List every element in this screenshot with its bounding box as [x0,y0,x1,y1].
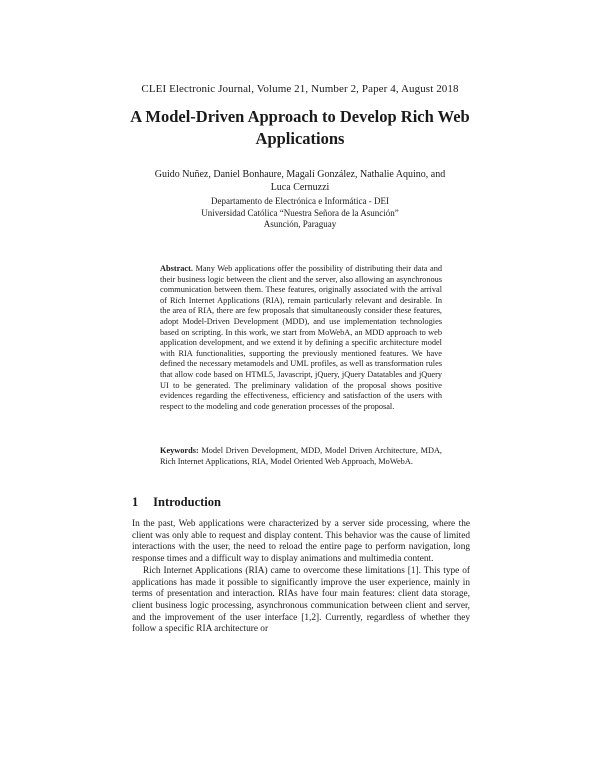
paragraph: Rich Internet Applications (RIA) came to overcome these limitations [1]. This type of applications has made it possible to significantly improve the user experience, mainly in terms of presentation and interaction. RIAs have four main features: client data storage, client business logic processing, asynchronous communication between client and server, and the improvement of the user interface [1,2]. Currently, regardless of whether they follow a specific RIA architecture or [132,565,470,635]
section-number: 1 [132,495,139,509]
section-title: Introduction [153,495,221,509]
paper-title: A Model-Driven Approach to Develop Rich Web Applications [130,107,470,148]
abstract [160,264,442,412]
abstract-label: Abstract. [160,264,193,273]
affiliation-department: Departamento de Electrónica e Informática - DEI [211,196,389,206]
section-heading [132,495,472,510]
keywords-label: Keywords: [160,446,199,455]
section-body [132,519,470,636]
affiliation-location: Asunción, Paraguay [263,219,337,229]
author-list: Guido Nuñez, Daniel Bonhaure, Magalí González, Nathalie Aquino, and Luca Cernuzzi [154,169,446,193]
journal-header: CLEI Electronic Journal, Volume 21, Number 2, Paper 4, August 2018 [141,83,459,95]
abstract-text: Many Web applications offer the possibility of distributing their data and their business logic between the client and the server, also allowing an asynchronous communication between them. These features, originally associated with the arrival of Rich Internet Applications (RIA), remain particularly relevant and desirable. In the area of RIA, there are few proposals that simultaneously consider these features, adopt Model-Driven Development (MDD), and use implementation technologies based on scripting. In this work, we start from MoWebA, an MDD approach to web application development, and we extend it by defining a specific architecture model with RIA functionalities, supporting the previously mentioned features. We have defined the necessary metamodels and UML profiles, as well as transformation rules that allow code based on HTML5, Javascript, jQuery, jQuery Datatables and jQuery UI to be generated. The preliminary validation of the proposal shows positive evidences regarding the effectiveness, efficiency and satisfaction of the users with respect to the modeling and code generation processes of the proposal. [160,264,442,411]
affiliation-university: Universidad Católica “Nuestra Señora de la Asunción” [201,207,399,218]
paragraph: In the past, Web applications were characterized by a server side processing, where the client was only able to request and display content. This behavior was the cause of limited interactions with the user, the need to reload the entire page to perform navigation, long response times and a difficult way to display animations and multimedia content. [132,519,470,565]
keywords [160,446,442,467]
keywords-text: Model Driven Development, MDD, Model Driven Architecture, MDA, Rich Internet Applications, RIA, Model Oriented Web Approach, MoWebA. [160,446,443,466]
affiliation [150,196,450,231]
